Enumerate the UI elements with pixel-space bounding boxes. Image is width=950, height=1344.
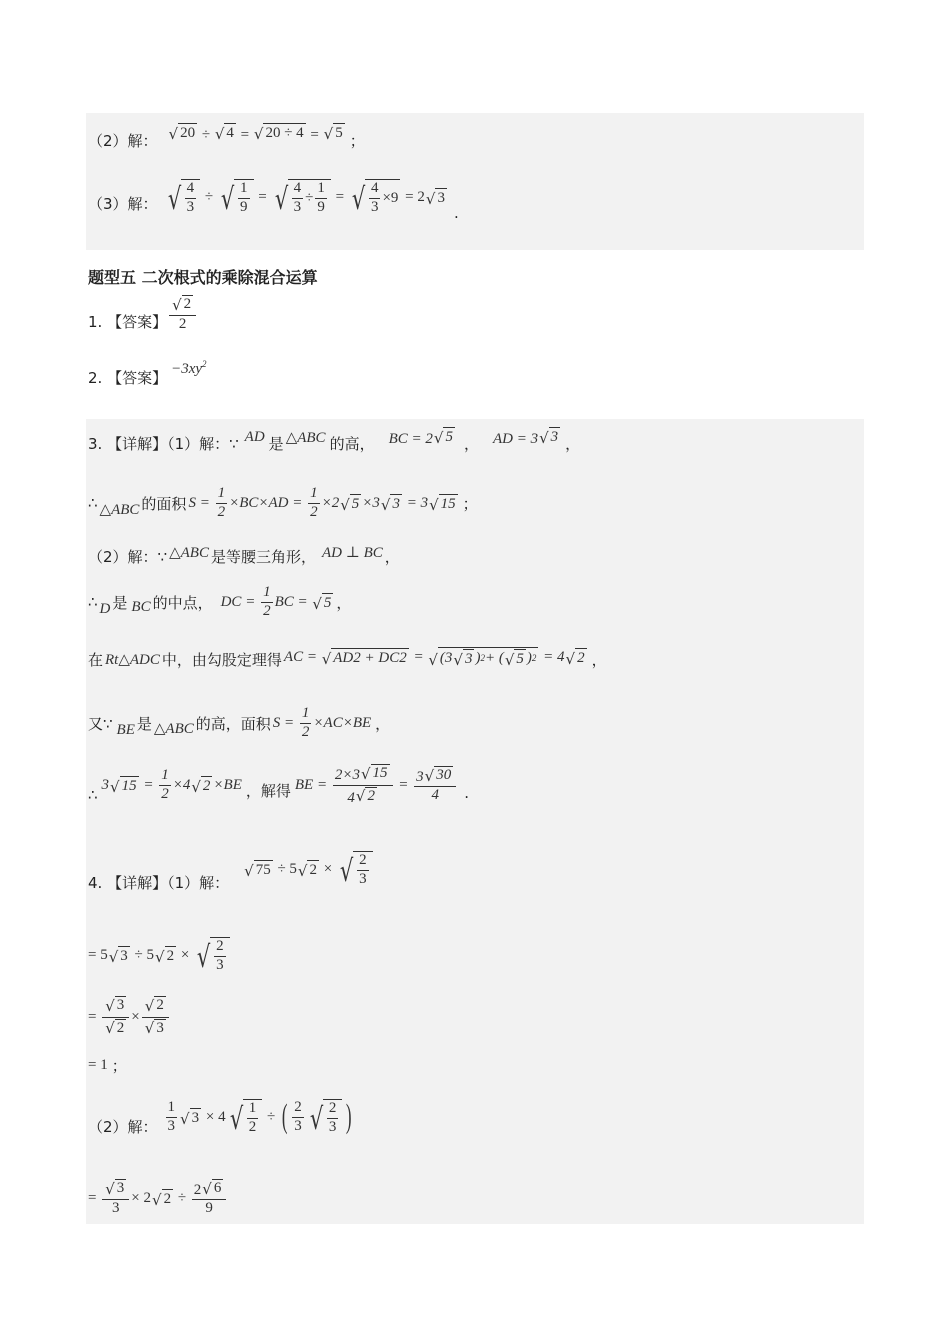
item-3-line <box>88 175 459 231</box>
q4-step-4 <box>88 1054 127 1076</box>
q3-l6a: 又∵ <box>88 714 113 733</box>
q4-part-2-step-expr: = √ 3 3 × 2 √ 2 ÷ 2 √ 6 9 <box>88 1179 228 1217</box>
q3-l2a: ∴ <box>88 494 98 512</box>
section-heading-text: 题型五 二次根式的乘除混合运算 <box>88 267 318 287</box>
q4-line-1 <box>88 844 374 894</box>
q3-l6d: ， <box>375 714 391 733</box>
q4-step-2-expr: = 5 √ 3 ÷ 5 √ 2 × √ $\frac{2}{3}$ <box>88 937 231 974</box>
q3-l4b: 是 <box>112 593 128 612</box>
q3-line-1 <box>88 428 580 458</box>
answer-2-label: 2. 【答案】 <box>88 368 168 387</box>
q3-l5c: ， <box>591 650 607 669</box>
item-2-label: （2）解： <box>88 131 158 150</box>
q3-l7-expr1: 3 √ 15 = $\frac{1}{2}$ ×4 √ 2 × BE <box>101 766 242 802</box>
q3-l5-tri: Rt△ADC <box>105 651 160 668</box>
q3-l4-bc: BC <box>131 598 151 615</box>
q3-l2b: 的面积 <box>141 494 187 513</box>
q4-part-2-step <box>88 1174 228 1222</box>
item-3-label: （3）解： <box>88 194 158 213</box>
q3-l6-expr: S = $\frac{1}{2}$ × AC × BE <box>272 704 372 740</box>
q3-l4a: ∴ <box>88 593 98 611</box>
item-2-expr: √ 20 ÷ √ 4 = √ 20 ÷ 4 = √ 5 <box>168 124 343 143</box>
answer-1-expr: √ 2 2 <box>167 295 198 333</box>
q3-l2c: ； <box>462 494 478 513</box>
q3-l6b: 是 <box>136 714 152 733</box>
q3-l6-be: BE <box>116 721 135 738</box>
q3-l3-perp: AD ⊥ BC <box>321 544 383 561</box>
item-2-tail: ； <box>349 131 365 150</box>
answer-2-expr-text: −3xy <box>171 360 203 377</box>
q3-l3a: （2）解：∵ <box>88 547 168 566</box>
q3-line-5 <box>88 642 607 676</box>
q3-l3b: 是等腰三角形， <box>210 547 316 566</box>
q3-l5-expr: AC = √ AD 2 + DC 2 = √ (3 √ 3 ) 2 + ( √ 5 ) 2 = 4 √ 2 <box>283 648 585 669</box>
q3-l6c: 的高，面积 <box>195 714 271 733</box>
q3-ad: AD <box>244 428 265 445</box>
q3-l7-expr2: BE = 2×3 √ 15 4 √ 2 = 3 √ 30 4 <box>295 764 458 806</box>
item-3-expr: √ $\frac{4}{3}$ ÷ √ $\frac{1}{9}$ = √ $\frac{4}{3}$ ÷ $\frac{1}{9}$ = √ $\frac{4}{3}$ ×9 = 2 √ 3 <box>167 179 445 218</box>
q3-l2-tri: △ABC <box>99 501 140 518</box>
q4-step-2 <box>88 932 231 978</box>
q3-l6-tri: △ABC <box>153 720 194 737</box>
q4-part-2-expr: $\frac{1}{3}$ √ 3 × 4 √ $\frac{1}{2}$ ÷ ( $\frac{2}{3}$ √ $\frac{2}{3}$ ) <box>167 1098 352 1138</box>
q3-line-6 <box>88 700 390 746</box>
q3-l4-d: D <box>99 600 111 617</box>
answer-1-line <box>88 295 198 342</box>
q3-l5b: 中，由勾股定理得 <box>161 650 282 669</box>
q3-l7c: . <box>464 784 469 802</box>
item-2-line <box>88 120 365 160</box>
q3-t3: ， <box>463 434 479 453</box>
q3-l4c: 的中点， <box>152 593 213 612</box>
q3-t4: ， <box>565 434 581 453</box>
q3-l2-expr: S = $\frac{1}{2}$ × BC × AD = $\frac{1}{2}$ ×2 √ 5 ×3 √ 3 = 3 √ 15 <box>188 484 456 520</box>
answer-1-label: 1. 【答案】 <box>88 312 168 331</box>
q3-t1: 是 <box>268 434 284 453</box>
q3-line-2 <box>88 480 478 526</box>
q4-expr: √ 75 ÷ 5 √ 2 × √ $\frac{2}{3}$ <box>243 851 373 888</box>
q3-l7b: ，解得 <box>245 781 291 800</box>
item-3-tail: . <box>453 204 459 222</box>
q3-line-4 <box>88 582 351 622</box>
answer-2-line <box>88 358 207 392</box>
q3-bc-eq: BC = 2 √ 5 <box>388 428 453 447</box>
q3-line-7 <box>88 760 469 810</box>
q3-label: 3. 【详解】（1）解：∵ <box>88 434 239 453</box>
q3-l3c: ， <box>384 547 400 566</box>
q3-triangle-abc: △ABC <box>285 429 326 446</box>
q3-l5a: 在 <box>88 650 104 669</box>
q4-label-2: （2）解： <box>88 1117 158 1136</box>
q4-label: 4. 【详解】（1）解： <box>88 873 230 892</box>
q4-step-4-expr: = 1 <box>88 1056 108 1073</box>
q3-line-3 <box>88 542 400 570</box>
q4-semi: ； <box>111 1056 127 1075</box>
q4-step-3-expr: = √ 3 √ 2 × √ 2 √ 3 <box>88 996 171 1038</box>
q3-l3-tri: △ABC <box>169 544 209 561</box>
q3-l4-expr: DC = $\frac{1}{2}$ BC = √ 5 <box>220 583 332 619</box>
section-heading <box>88 264 318 288</box>
answer-2-expr: $-3xy^2$ <box>171 358 207 377</box>
q3-l4d: ， <box>336 593 352 612</box>
q3-l7a: ∴ <box>88 786 98 804</box>
q3-ad-eq: AD = 3 √ 3 <box>492 428 559 447</box>
q4-part-2 <box>88 1090 355 1144</box>
q4-step-3 <box>88 994 171 1040</box>
q3-t2: 的高， <box>329 434 375 453</box>
